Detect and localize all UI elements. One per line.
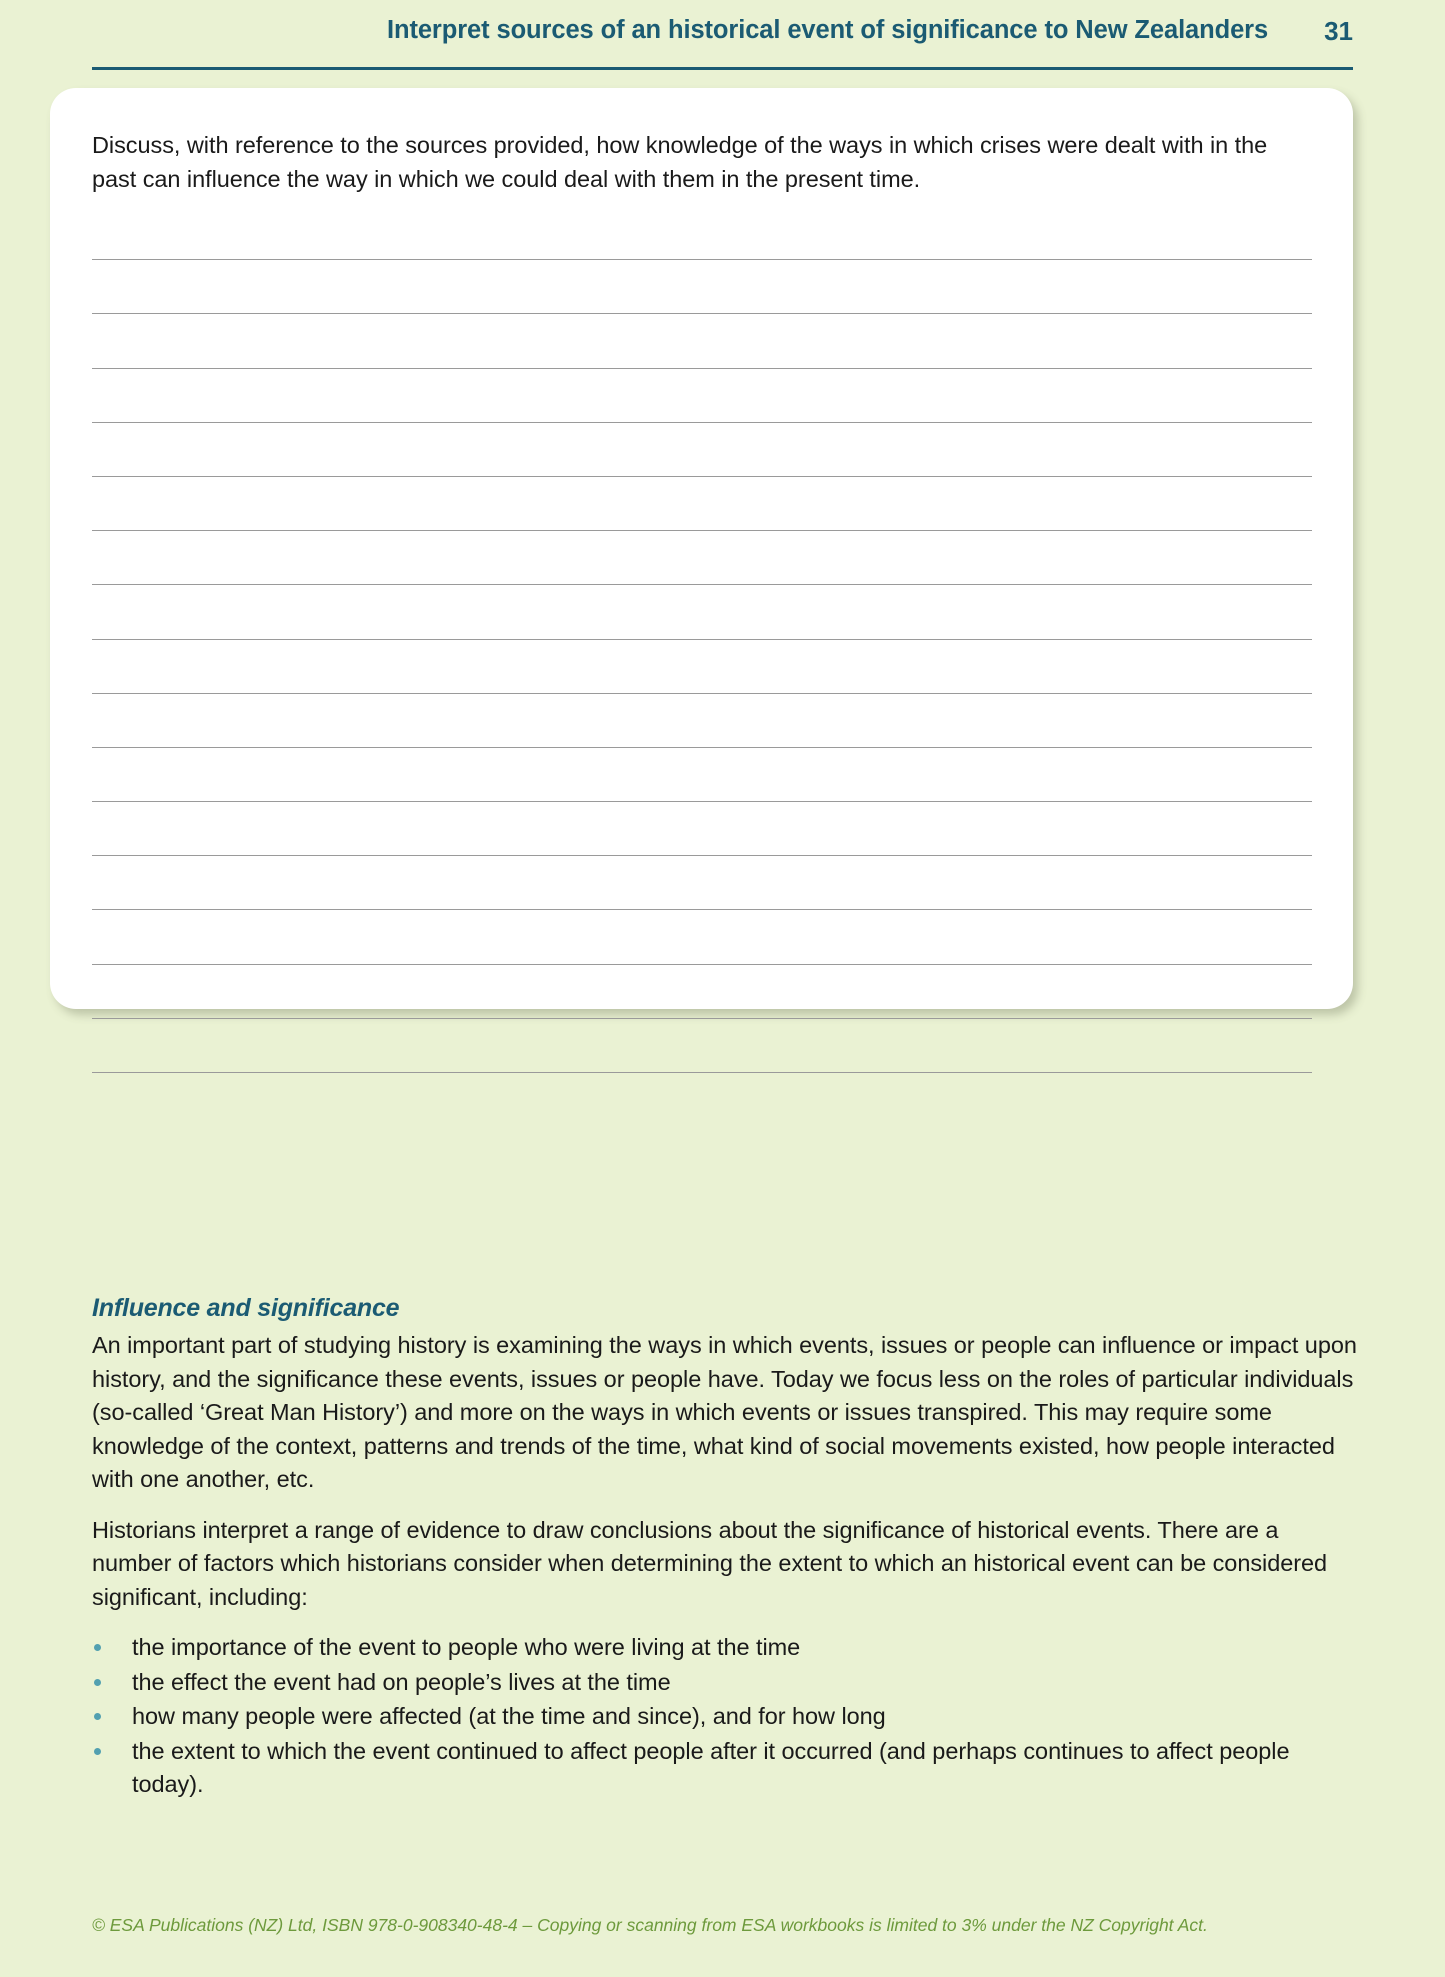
bullet-dot-icon [94, 1713, 101, 1720]
list-item-label: the effect the event had on people’s lives at the time [132, 1668, 671, 1695]
page-number: 31 [1324, 16, 1353, 46]
answer-line[interactable] [92, 965, 1312, 1019]
copyright-footer: © ESA Publications (NZ) Ltd, ISBN 978-0-908340-48-4 – Copying or scanning from ESA workbooks is limited to 3% under the NZ Copyright Act. [92, 1915, 1208, 1935]
answer-line[interactable] [92, 423, 1312, 477]
section-heading: Influence and significance [92, 1294, 400, 1322]
bullet-dot-icon [94, 1644, 101, 1651]
body-section [92, 1292, 1364, 1803]
answer-lines[interactable] [92, 206, 1312, 1073]
answer-line[interactable] [92, 910, 1312, 964]
answer-line[interactable] [92, 585, 1312, 639]
bullet-dot-icon [94, 1748, 101, 1755]
answer-line[interactable] [92, 206, 1312, 260]
list-item [92, 1666, 1364, 1700]
answer-line[interactable] [92, 640, 1312, 694]
significance-factor-list [92, 1631, 1364, 1802]
list-item [92, 1735, 1364, 1802]
answer-card [50, 88, 1353, 1009]
answer-line[interactable] [92, 856, 1312, 910]
answer-line[interactable] [92, 260, 1312, 314]
list-item-label: the importance of the event to people who were living at the time [132, 1634, 801, 1660]
answer-line[interactable] [92, 748, 1312, 802]
list-item-label: the extent to which the event continued to affect people after it occurred (and perhaps continues to affect people today). [132, 1737, 1290, 1797]
bullet-dot-icon [94, 1679, 101, 1686]
list-item-label: how many people were affected (at the time and since), and for how long [132, 1703, 886, 1729]
answer-line[interactable] [92, 314, 1312, 368]
answer-line[interactable] [92, 477, 1312, 531]
question-prompt: Discuss, with reference to the sources provided, how knowledge of the ways in which crises were dealt with in the past can influence the way in which we could deal with them in the present time. [92, 132, 1268, 192]
answer-line[interactable] [92, 694, 1312, 748]
body-paragraph-2: Historians interpret a range of evidence to draw conclusions about the significance of historical events. There are a number of factors which historians consider when determining the extent to which an historical event can be considered significant, including: [92, 1516, 1328, 1610]
page-header [92, 18, 1353, 70]
list-item [92, 1700, 1364, 1734]
body-paragraph-1: An important part of studying history is examining the ways in which events, issues or people can influence or impact upon history, and the significance these events, issues or people have. Today we focus less on the roles of particular individuals (so-called ‘Great Man History’) and more on the ways in which events or issues transpired. This may require some knowledge of the context, patterns and trends of the time, what kind of social movements existed, how people interacted with one another, etc. [92, 1332, 1357, 1492]
page-title: Interpret sources of an historical event of significance to New Zealanders [386, 16, 1269, 44]
answer-line[interactable] [92, 1019, 1312, 1073]
answer-line[interactable] [92, 802, 1312, 856]
list-item [92, 1631, 1364, 1665]
answer-line[interactable] [92, 531, 1312, 585]
answer-line[interactable] [92, 369, 1312, 423]
